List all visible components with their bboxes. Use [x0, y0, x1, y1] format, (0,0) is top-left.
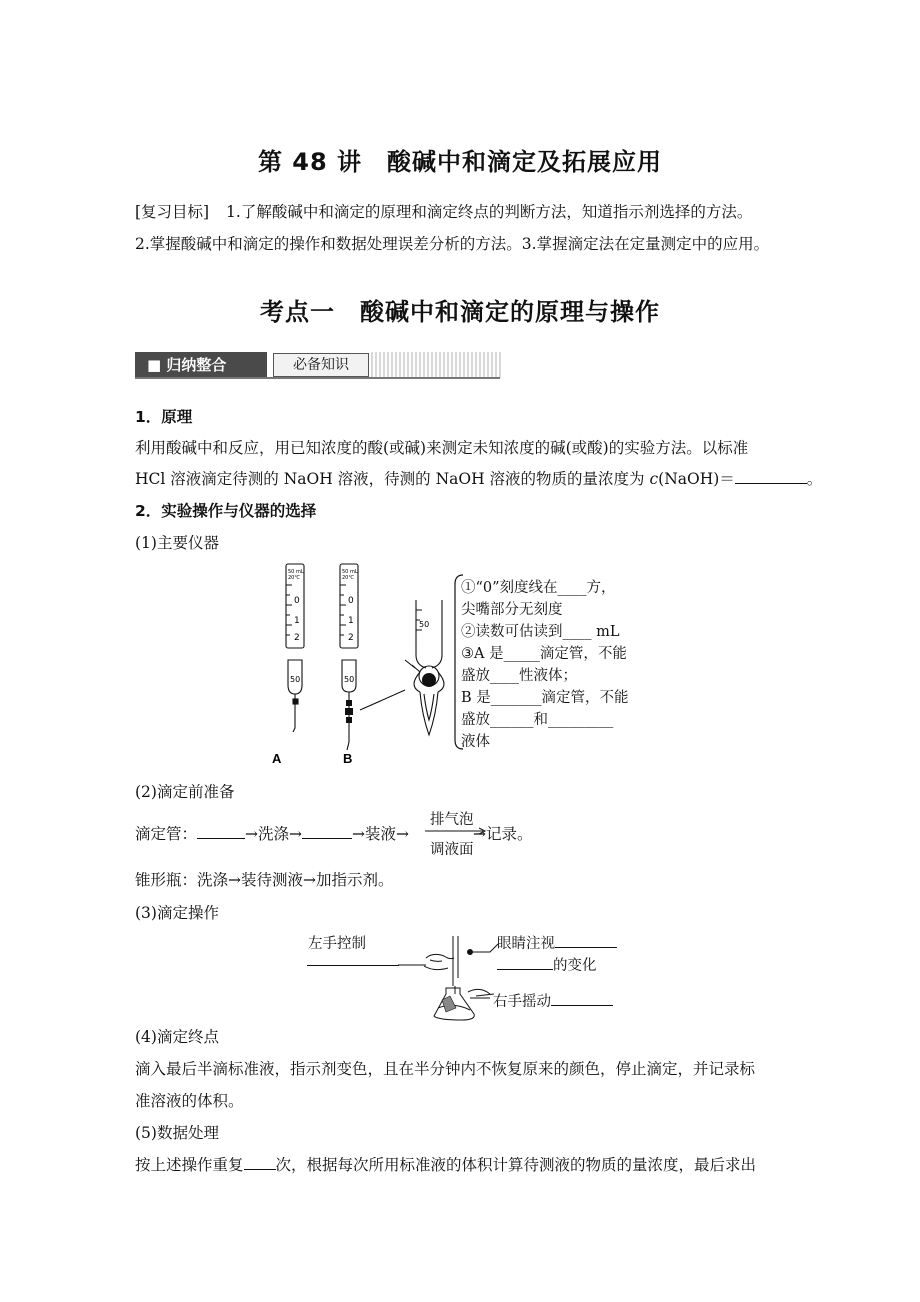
data-text-a: 按上述操作重复	[135, 1156, 244, 1174]
s1-heading: 1．原理	[135, 408, 193, 426]
note-2: 尖嘴部分无刻度	[461, 602, 563, 618]
enlarged-scale50: 50	[419, 620, 430, 629]
s1-line1: 利用酸碱中和反应，用已知浓度的酸(或碱)来测定未知浓度的碱(或酸)的实验方法。以标准	[135, 439, 749, 457]
op-eye-text: 眼睛注视	[497, 936, 555, 952]
op-change-blank	[497, 954, 553, 970]
prep-arrow	[425, 828, 487, 834]
banner-fade	[371, 352, 501, 378]
burette-b-capacity: 50 mL	[342, 569, 358, 575]
label-a: A	[272, 751, 282, 766]
endpoint-line2: 准溶液的体积。	[135, 1092, 244, 1110]
s1-c-symbol: c	[649, 470, 659, 488]
op-right-label	[493, 990, 613, 1011]
review-goals-line2: 2.掌握酸碱中和滴定的操作和数据处理误差分析的方法。3.掌握滴定法在定量测定中的应用。	[135, 235, 770, 253]
prep-blank-1	[197, 823, 245, 839]
review-goals-line1	[135, 200, 752, 222]
banner-right: 必备知识	[273, 353, 369, 377]
prep-flask-line: 锥形瓶：洗涤→装待测液→加指示剂。	[135, 871, 394, 889]
op-right-text: 右手摇动	[493, 994, 551, 1010]
burette-a-scale50: 50	[290, 675, 301, 684]
prep-step-top: 排气泡	[430, 812, 474, 828]
s2-sub2: (2)滴定前准备	[135, 783, 235, 801]
s1-naoh: (NaOH)＝	[658, 470, 735, 488]
note-5: 盛放____性液体；	[461, 668, 577, 684]
op-left-label: 左手控制	[308, 936, 366, 952]
banner-left-label: 归纳整合	[166, 356, 227, 374]
op-change-text: 的变化	[553, 958, 597, 974]
burette-a-capacity: 50 mL	[288, 569, 304, 575]
svg-text:0: 0	[348, 596, 354, 606]
prep-step-wash: →洗涤→	[245, 825, 302, 843]
review-goals-tag: [复习目标]	[135, 203, 210, 221]
op-eye-blank	[555, 932, 617, 948]
banner-left: ■ 归纳整合	[135, 352, 267, 378]
burette-figure	[272, 560, 480, 772]
svg-text:1: 1	[294, 616, 300, 626]
review-goals-text1: 1.了解酸碱中和滴定的原理和滴定终点的判断方法，知道指示剂选择的方法。	[226, 203, 753, 221]
right-hand-pointer	[476, 994, 494, 996]
note-4: ③A 是_____滴定管，不能	[461, 646, 627, 662]
s2-sub3: (3)滴定操作	[135, 904, 219, 922]
zoom-arrow	[360, 690, 405, 710]
svg-text:2: 2	[294, 633, 300, 643]
prep-step-end: →记录。	[472, 825, 533, 843]
s1-line2	[135, 467, 822, 489]
note-1: ①“0”刻度线在____方，	[461, 580, 616, 596]
burette-b-temp: 20℃	[342, 575, 354, 581]
svg-text:0: 0	[294, 596, 300, 606]
prep-buret-label: 滴定管：	[135, 825, 198, 843]
svg-text:2: 2	[348, 633, 354, 643]
banner-underline	[135, 377, 500, 379]
prep-step-fill: →装液→	[352, 825, 409, 843]
s1-answer-blank	[735, 468, 807, 484]
prep-blank-2	[302, 823, 352, 839]
s2-sub4: (4)滴定终点	[135, 1028, 219, 1046]
burette-notes	[461, 577, 629, 753]
endpoint-line1: 滴入最后半滴标准液，指示剂变色，且在半分钟内不恢复原来的颜色，停止滴定，并记录标	[135, 1060, 756, 1078]
note-8: 液体	[461, 734, 490, 750]
titration-operation-figure	[398, 928, 502, 1020]
note-7: 盛放______和_________	[461, 712, 614, 728]
note-6: B 是_______滴定管，不能	[461, 690, 629, 706]
data-line1	[135, 1153, 756, 1175]
burette-b-scale50: 50	[344, 675, 355, 684]
s2-sub1: (1)主要仪器	[135, 534, 219, 552]
page-title: 第 48 讲 酸碱中和滴定及拓展应用	[257, 148, 663, 176]
op-left-blank	[307, 965, 399, 966]
note-3: ②读数可估读到____ mL	[461, 624, 620, 640]
burette-a-temp: 20℃	[288, 575, 300, 581]
op-right-blank	[551, 990, 613, 1006]
s1-line2-end: 。	[806, 470, 823, 488]
op-change-label	[497, 954, 597, 975]
section-title: 考点一 酸碱中和滴定的原理与操作	[260, 298, 660, 326]
data-repeat-blank	[244, 1154, 276, 1170]
s1-line2-text: HCl 溶液滴定待测的 NaOH 溶液，待测的 NaOH 溶液的物质的量浓度为	[135, 470, 650, 488]
op-eye-label	[497, 932, 617, 953]
section-banner	[135, 352, 500, 378]
s2-sub5: (5)数据处理	[135, 1124, 219, 1142]
data-text-b: 次，根据每次所用标准液的体积计算待测液的物质的量浓度，最后求出	[275, 1156, 757, 1174]
svg-text:1: 1	[348, 616, 354, 626]
label-b: B	[343, 751, 353, 766]
prep-step-bottom: 调液面	[430, 842, 474, 858]
s2-heading: 2．实验操作与仪器的选择	[135, 502, 317, 520]
